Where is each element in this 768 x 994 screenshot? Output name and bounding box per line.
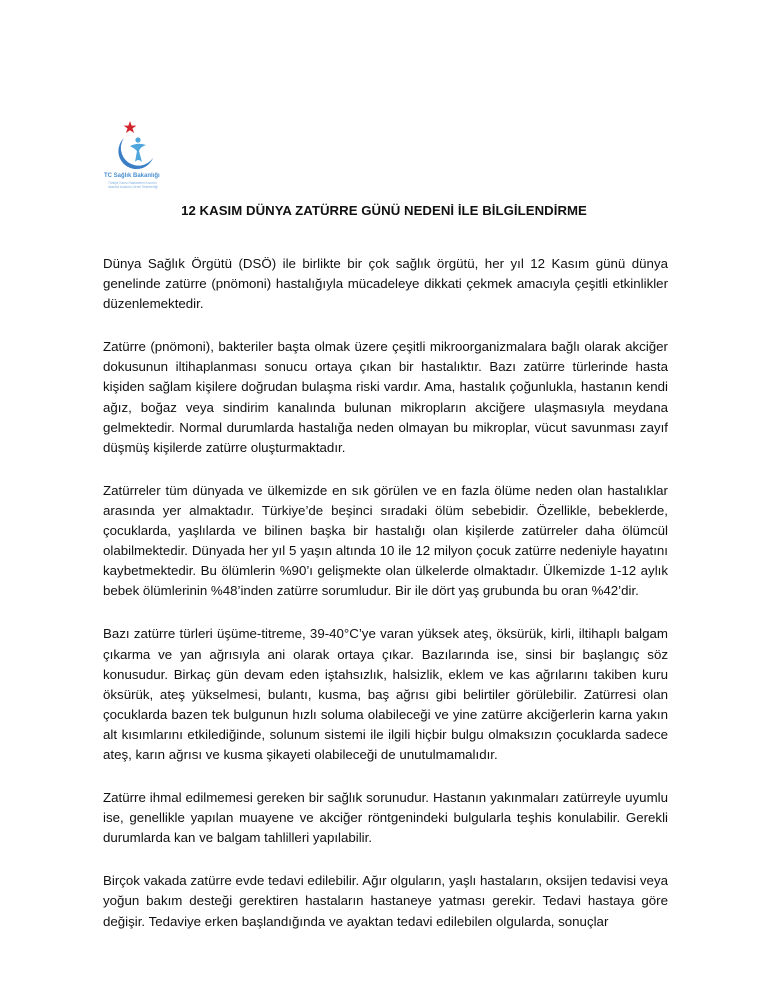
paragraph-2: Zatürre (pnömoni), bakteriler başta olmak üzere çeşitli mikroorganizmalara bağlı olarak akciğer dokusunun iltihaplanması sonucu ortaya çıkan bir hastalıktır. Bazı zatürre türlerinde hasta kişiden sağlam kişilere doğrudan bulaşma riski vardır. Ama, hastalık çoğunlukla, hastanın kendi ağız, boğaz veya sindirim kanalında bulunan mikropların akciğere ulaşmasıyla meydana gelmektedir. Normal durumlarda hastalığa neden olmayan bu mikroplar, vücut savunması zayıf düşmüş kişilerde zatürre oluşturmaktadır. — [103, 339, 668, 455]
document-title: 12 KASIM DÜNYA ZATÜRRE GÜNÜ NEDENİ İLE BİLGİLENDİRME — [181, 203, 587, 218]
logo-subtitle — [108, 181, 158, 190]
paragraph-6: Birçok vakada zatürre evde tedavi edilebilir. Ağır olguların, yaşlı hastaların, oksijen tedavisi veya yoğun bakım desteği gerektiren hastaların hastaneye yatması gerekir. Tedavi hastaya göre değişir. Tedaviye erken başlandığında ve ayaktan tedavi edilebilen olgularda, sonuçlar — [103, 873, 668, 929]
logo-subtitle-line-1: Türkiye Kamu Hastaneleri Kurumu — [108, 181, 157, 185]
paragraph-3: Zatürreler tüm dünyada ve ülkemizde en sık görülen ve en fazla ölüme neden olan hastalıklar arasında yer almaktadır. Türkiye’de beşinci sıradaki ölüm sebebidir. Özellikle, bebeklerde, çocuklarda, yaşlılarda ve bilinen başka bir hastalığı olan kişilerde zatürreler daha ölümcül olabilmektedir. Dünyada her yıl 5 yaşın altında 10 ile 12 milyon çocuk zatürre nedeniyle hayatını kaybetmektedir. Bu ölümlerin %90’ı gelişmekte olan ülkelerde olmaktadır. Ülkemizde 1-12 aylık bebek ölümlerinin %48’inden zatürre sorumludur. Bir ile dört yaş grubunda bu oran %42’dir. — [103, 482, 668, 599]
document-body — [103, 254, 668, 955]
paragraph-4: Bazı zatürre türleri üşüme-titreme, 39-40°C’ye varan yüksek ateş, öksürük, kirli, iltihaplı balgam çıkarma ve yan ağrısıyla ani olarak ortaya çıkar. Bazılarında ise, sinsi bir başlangıç söz konusudur. Birkaç gün devam eden iştahsızlık, halsizlik, eklem ve kas ağrılarını takiben kuru öksürük, ateş yükselmesi, bulantı, kusma, baş ağrısı gibi belirtiler görülebilir. Zatürresi olan çocuklarda bazen tek bulgunun hızlı soluma olabileceği ve yine zatürre akciğerlerin karna yakın alt kısımlarını etkilediğinde, solunum sistemi ile ilgili hiçbir bulgu olmaksızın çocuklarda sadece ateş, karın ağrısı ve kusma şikayeti olabileceği de unutulmamalıdır. — [103, 626, 668, 762]
logo-subtitle-line-2: Istanbul Anadolu Genel Sekreterliği — [108, 185, 158, 190]
paragraph-5: Zatürre ihmal edilmemesi gereken bir sağlık sorunudur. Hastanın yakınmaları zatürreyle uyumlu ise, genellikle yapılan muayene ve akciğer röntgenindeki bulgularla teşhis konulabilir. Gerekli durumlarda kan ve balgam tahlilleri yapılabilir. — [103, 790, 668, 846]
logo-title: TC Sağlık Bakanlığı — [104, 173, 160, 179]
paragraph-1: Dünya Sağlık Örgütü (DSÖ) ile birlikte bir çok sağlık örgütü, her yıl 12 Kasım günü dünya genelinde zatürre (pnömoni) hastalığıyla mücadeleye dikkati çekmek amacıyla çeşitli etkinlikler düzenlemektedir. — [103, 256, 668, 312]
ministry-emblem-icon — [104, 118, 180, 174]
